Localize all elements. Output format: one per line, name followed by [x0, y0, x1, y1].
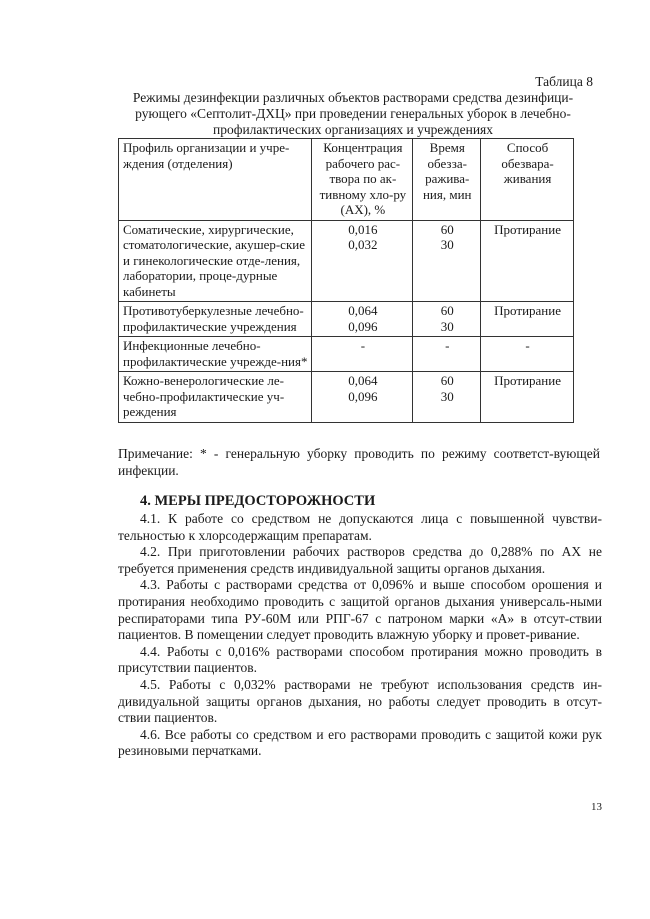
- table-caption: Режимы дезинфекции различных объектов растворами средства дезинфици-рующего «Септолит-ДХЦ» при проведении генеральных уборок в лечебно-профилактических организациях и учреждениях: [132, 90, 574, 137]
- time-value: 30: [440, 388, 454, 404]
- section-heading: 4. МЕРЫ ПРЕДОСТОРОЖНОСТИ: [140, 493, 376, 509]
- concentration-value: 0,032: [348, 237, 378, 252]
- table-row: [119, 302, 574, 337]
- table-row: [119, 372, 574, 423]
- table-header-row: [119, 139, 574, 221]
- column-header-profile: Профиль организации и учре-ждения (отделения): [119, 139, 312, 221]
- time-value: 60: [440, 303, 454, 318]
- column-header-time: Время обезза-ражива-ния, мин: [413, 139, 481, 221]
- column-header-method: Способ обезвара-живания: [481, 139, 574, 221]
- cell-method: Протирание: [481, 220, 574, 302]
- table-row: [119, 337, 574, 372]
- cell-time: [413, 372, 481, 423]
- cell-method: Протирание: [481, 372, 574, 423]
- table-row: [119, 220, 574, 302]
- paragraph: 4.2. При приготовлении рабочих растворов средства до 0,288% по АХ не требуется применения средств индивидуальной защиты органов дыхания.: [118, 544, 602, 576]
- cell-profile: Противотуберкулезные лечебно-профилактические учреждения: [119, 302, 312, 337]
- concentration-value: 0,096: [348, 388, 378, 404]
- cell-time: [413, 302, 481, 337]
- cell-concentration: [312, 372, 413, 423]
- table-label: Таблица 8: [535, 74, 593, 89]
- time-value: 60: [440, 373, 454, 388]
- cell-profile: Кожно-венерологические ле-чебно-профилактические уч-реждения: [119, 372, 312, 423]
- cell-time: [413, 220, 481, 302]
- paragraph: 4.3. Работы с растворами средства от 0,096% и выше способом орошения и протирания необходимо проводить с защитой органов дыхания универсаль-ными респираторами типа РУ-60М или РПГ-67 с патроном марки «А» в отсут-ствии пациентов. В помещении следует проводить влажную уборку и провет-ривание.: [118, 577, 602, 643]
- cell-profile: Инфекционные лечебно-профилактические учрежде-ния*: [119, 337, 312, 372]
- time-value: 60: [440, 221, 454, 237]
- concentration-value: 0,064: [348, 373, 378, 388]
- cell-method: -: [481, 337, 574, 372]
- concentration-value: 0,096: [348, 318, 378, 334]
- cell-concentration: -: [312, 337, 413, 372]
- paragraph: 4.4. Работы с 0,016% растворами способом протирания можно проводить в присутствии пациентов.: [118, 643, 602, 676]
- paragraph: 4.5. Работы с 0,032% растворами не требуют использования средств ин-дивидуальной защиты органов дыхания, но работы следует проводить в отсут-ствии пациентов.: [118, 676, 602, 726]
- time-value: 30: [440, 237, 454, 252]
- concentration-value: 0,016: [348, 221, 378, 237]
- cell-concentration: [312, 302, 413, 337]
- cell-profile: Соматические, хирургические, стоматологические, акушер-ские и гинекологические отде-ления, лаборатории, проце-дурные кабинеты: [119, 220, 312, 302]
- column-header-concentration: Концентрация рабочего рас-твора по ак-тивному хло-ру (АХ), %: [312, 139, 413, 221]
- concentration-value: 0,064: [348, 303, 378, 318]
- cell-method: Протирание: [481, 302, 574, 337]
- cell-time: -: [413, 337, 481, 372]
- page-number: 13: [591, 801, 602, 813]
- paragraph: 4.6. Все работы со средством и его растворами проводить с защитой кожи рук резиновыми перчатками.: [118, 726, 602, 759]
- time-value: 30: [440, 318, 454, 334]
- paragraph: 4.1. К работе со средством не допускаются лица с повышенной чувстви-тельностью к хлорсодержащим препаратам.: [118, 511, 602, 543]
- disinfection-regimes-table: [118, 138, 574, 423]
- section-body: [118, 511, 602, 760]
- cell-concentration: [312, 220, 413, 302]
- table-footnote: Примечание: * - генеральную уборку проводить по режиму соответст-вующей инфекции.: [118, 446, 600, 478]
